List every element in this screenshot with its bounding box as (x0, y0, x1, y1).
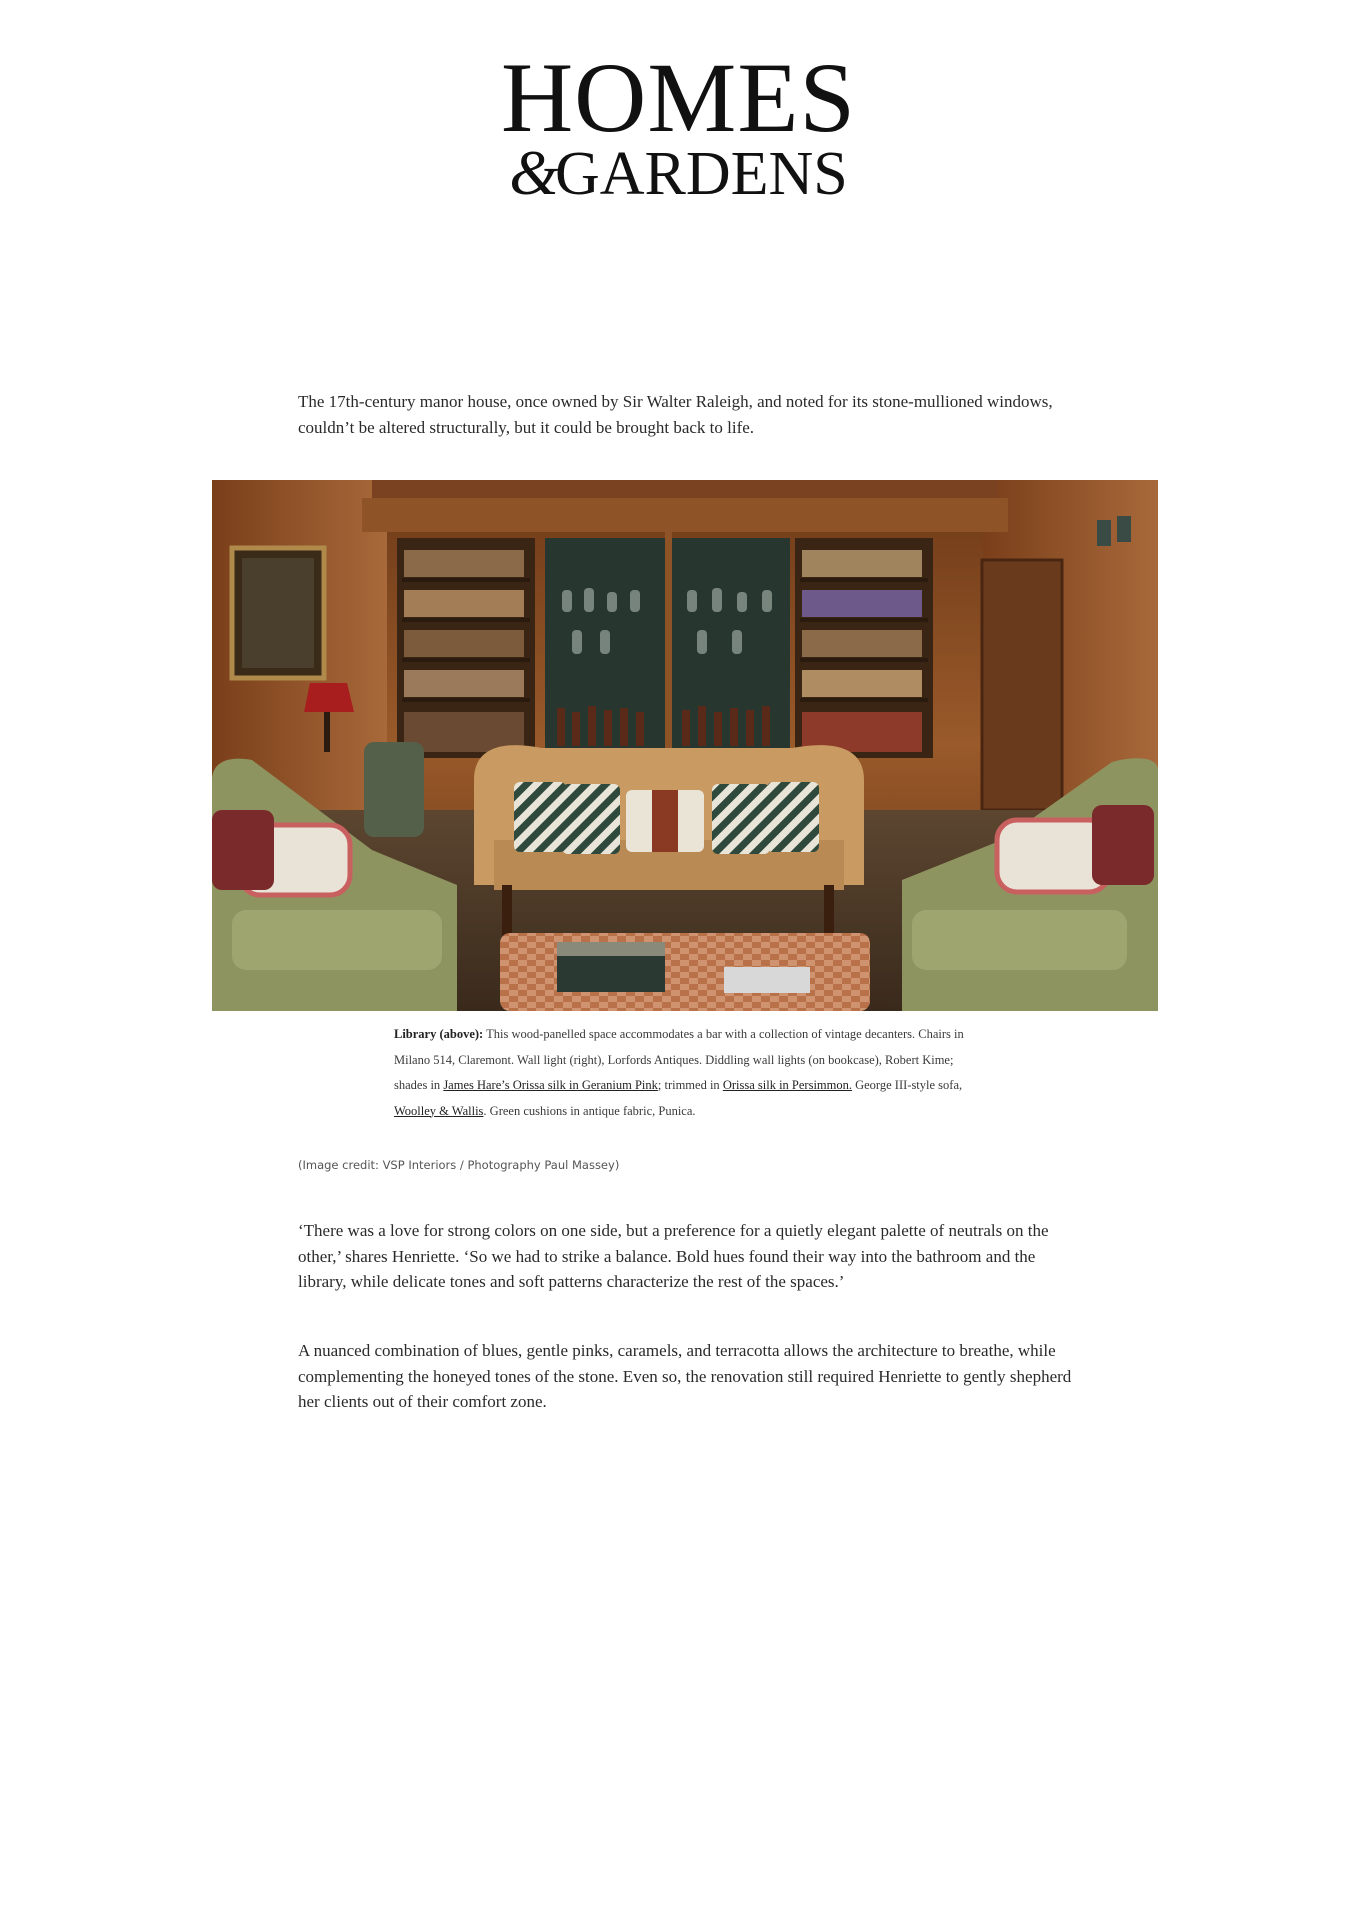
photo-caption (394, 1022, 974, 1124)
caption-text: . Green cushions in antique fabric, Punica. (483, 1103, 696, 1118)
caption-text: This wood-panelled space accommodates a bar with a collection of vintage decanters. Chairs in Milano 514, Claremont. Wall light (right), Lorfords Antiques. Diddling wall lights (on bookcase), Robert Kime; shades in (394, 1027, 964, 1092)
caption-link-woolley-wallis[interactable]: Woolley & Wallis (394, 1103, 484, 1118)
image-credit: (Image credit: VSP Interiors / Photography Paul Massey) (298, 1158, 620, 1172)
logo-gardens: GARDENS (554, 140, 848, 208)
body-paragraph-3: A nuanced combination of blues, gentle pinks, caramels, and terracotta allows the architecture to breathe, while complementing the honeyed tones of the stone. Even so, the renovation still required Henriette to gently shepherd her clients out of their comfort zone. (298, 1341, 1072, 1411)
caption-text: George III-style sofa, (851, 1078, 963, 1092)
logo-gardens-line (0, 137, 1357, 208)
caption-text: ; trimmed in (657, 1078, 723, 1092)
logo-ampersand: & (509, 137, 559, 208)
caption-link-persimmon[interactable]: Orissa silk in Persimmon. (722, 1078, 852, 1092)
caption-link-geranium-pink[interactable]: James Hare’s Orissa silk in Geranium Pink (443, 1078, 658, 1092)
intro-paragraph: The 17th-century manor house, once owned by Sir Walter Raleigh, and noted for its stone-mullioned windows, couldn’t be altered structurally, but it could be brought back to life. (298, 392, 1053, 437)
logo-homes: HOMES (500, 42, 857, 153)
masthead-logo[interactable] (0, 42, 1357, 208)
caption-label: Library (above): (394, 1027, 484, 1041)
body-paragraph-2: ‘There was a love for strong colors on one side, but a preference for a quietly elegant palette of neutrals on the other,’ shares Henriette. ‘So we had to strike a balance. Bold hues found their way into the bathroom and the library, while delicate tones and soft patterns characterize the rest of the spaces.’ (298, 1221, 1049, 1291)
library-photo (212, 480, 1158, 1011)
